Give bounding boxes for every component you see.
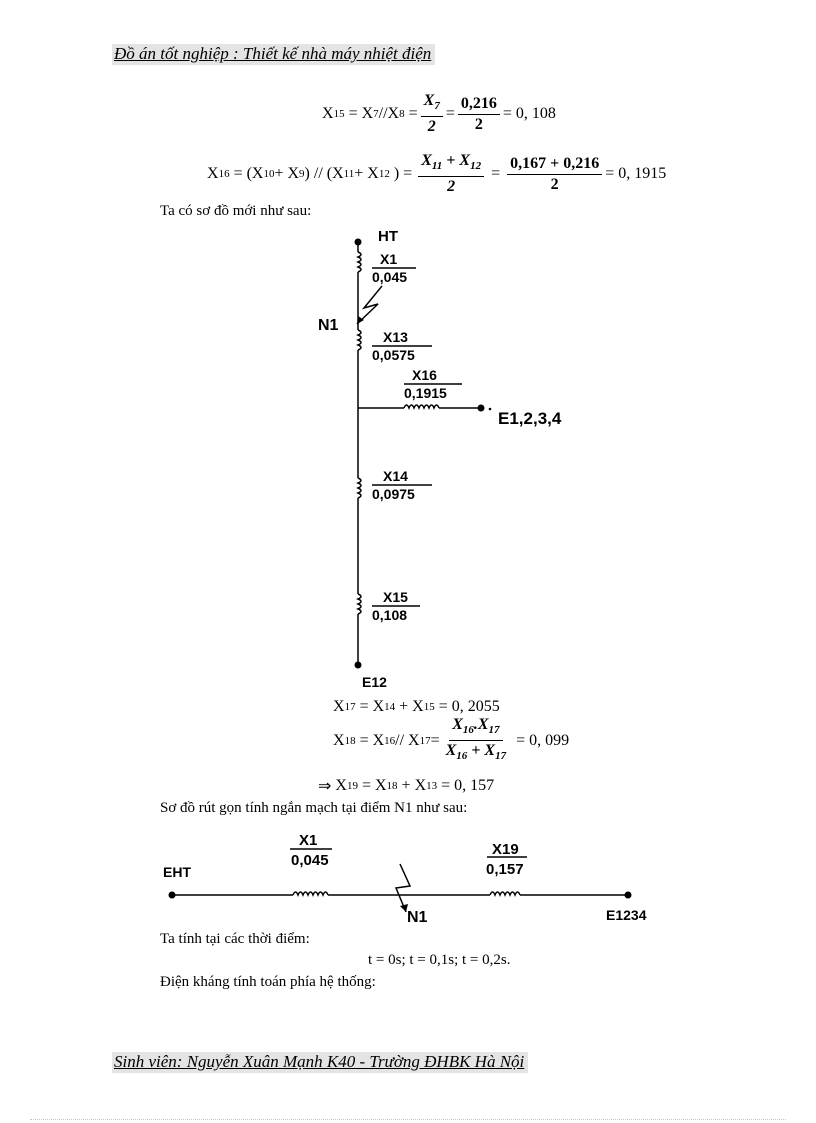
label-x1: X1 [299, 832, 318, 849]
equation-x19: ⇒ X 19 = X 18 + X 13 = 0, 157 [318, 777, 495, 795]
label-n1: N1 [318, 317, 339, 334]
ht-node [355, 239, 362, 246]
e1234-node [625, 892, 632, 899]
equation-x18: X 18 = X 16 // X 17 = $\frac{X_{16}.X_{17}}{X_{16} + X_{17}}$ = 0, 099 [333, 716, 569, 765]
label-ht: HT [378, 228, 398, 245]
text-time-values: t = 0s; t = 0,1s; t = 0,2s. [368, 952, 511, 968]
fraction-0167-plus-0216: $\frac{0,167 + 0,216}{2}$ [507, 155, 602, 194]
equation-x16: X 16 = (X 10 + X 9 ) // (X 11 + X 12 ) = $\frac{X_{11} + X_{12}}{2}$ = $\frac{0,167 + 0,216}{2}$ = 0, 1915 [207, 152, 667, 196]
label-eht: EHT [163, 864, 191, 880]
label-x14: X14 [383, 468, 408, 484]
label-x19: X19 [492, 841, 519, 858]
e12-node [355, 662, 362, 669]
value-x19: 0,157 [486, 861, 524, 878]
value-x16: 0,1915 [404, 385, 447, 401]
fraction-x11-plus-x12: $\frac{X_{11} + X_{12}}{2}$ [418, 152, 484, 196]
value-x1: 0,045 [372, 269, 408, 285]
x19-coil-icon [490, 892, 520, 895]
x16-coil-icon [404, 405, 439, 408]
text-system-reactance: Điện kháng tính toán phía hệ thống: [160, 974, 376, 990]
value-x13: 0,0575 [372, 347, 415, 363]
equation-x17: X 17 = X 14 + X 15 = 0, 2055 [333, 698, 500, 715]
x13-coil-icon [358, 330, 361, 350]
label-e1234: E1,2,3,4 [498, 409, 562, 428]
fraction-0216-over-2: $\frac{0,216}{2}$ [458, 95, 500, 134]
fault-n1-icon [396, 864, 410, 912]
x1-coil-icon [293, 892, 328, 895]
x1-coil-icon [358, 252, 361, 272]
x14-coil-icon [358, 478, 361, 498]
label-x1: X1 [380, 251, 398, 267]
label-e12: E12 [362, 674, 387, 690]
page-header: Đồ án tốt nghiệp : Thiết kế nhà máy nhiệt điện [112, 44, 435, 65]
value-x14: 0,0975 [372, 486, 415, 502]
circuit-diagram-2 [0, 820, 816, 935]
page-footer: Sinh viên: Nguyễn Xuân Mạnh K40 - Trường ĐHBK Hà Nội [112, 1052, 528, 1073]
text-time-points: Ta tính tại các thời điểm: [160, 931, 310, 947]
equation-x15: X 15 = X 7 // X 8 = $\frac{X_7}{2}$ = $\frac{0,216}{2}$ = 0, 108 [322, 92, 556, 136]
value-x15: 0,108 [372, 607, 408, 623]
label-x15: X15 [383, 589, 408, 605]
page-bottom-rule [30, 1119, 786, 1120]
fraction-x7-over-2: $\frac{X_7}{2}$ [421, 92, 443, 136]
label-n1: N1 [407, 909, 428, 926]
x15-coil-icon [358, 594, 361, 614]
label-x16: X16 [412, 367, 437, 383]
label-e1234: E1234 [606, 907, 647, 923]
e1234-node [478, 405, 485, 412]
label-x13: X13 [383, 329, 408, 345]
eht-node [169, 892, 176, 899]
text-reduced-diagram: Sơ đồ rút gọn tính ngắn mạch tại điểm N1 như sau: [160, 800, 468, 816]
value-x1: 0,045 [291, 852, 329, 869]
text-new-diagram: Ta có sơ đồ mới như sau: [160, 203, 312, 219]
fraction-x16x17: $\frac{X_{16}.X_{17}}{X_{16} + X_{17}}$ [445, 716, 507, 763]
